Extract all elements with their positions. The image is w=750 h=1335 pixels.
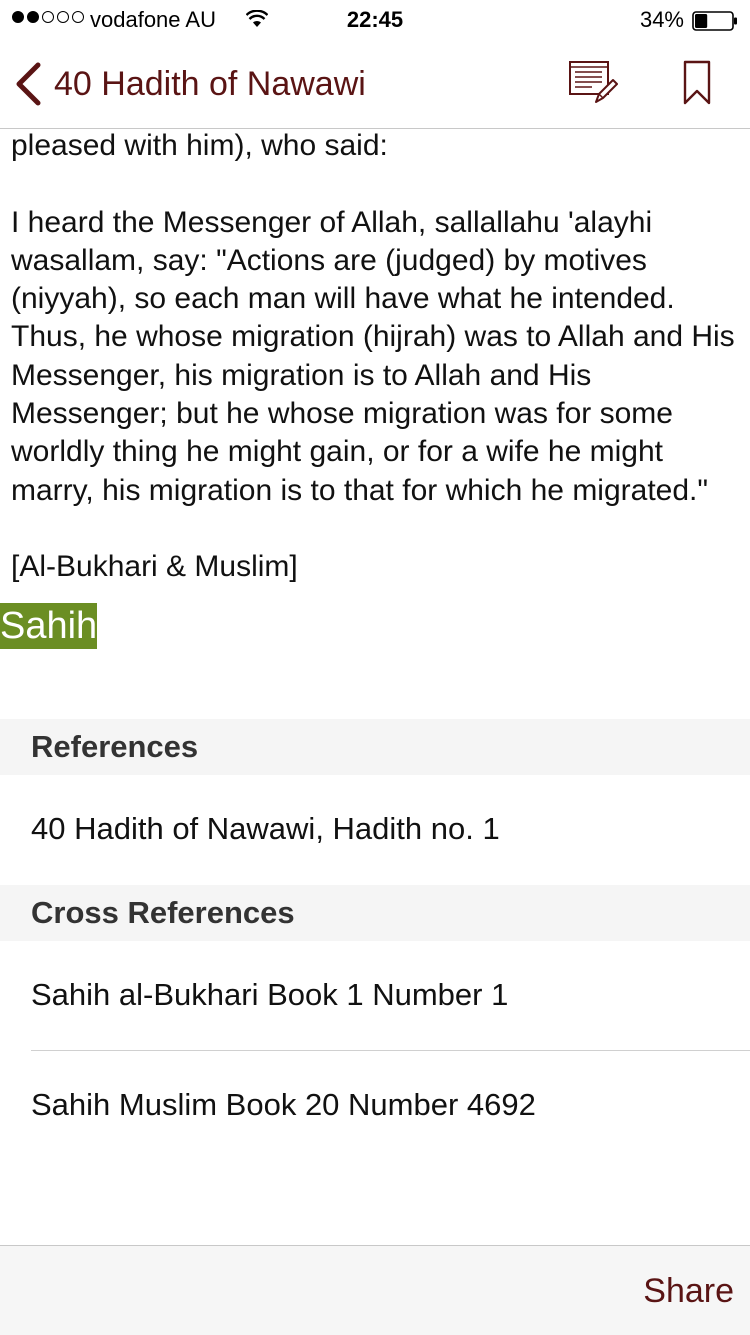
grade-badge: Sahih (0, 604, 98, 647)
cross-reference-row[interactable] (0, 941, 750, 1051)
cross-references-header-label: Cross References (31, 895, 295, 930)
cross-references-header (0, 885, 750, 941)
navigation-bar (0, 40, 750, 129)
reference-label: 40 Hadith of Nawawi, Hadith no. 1 (31, 811, 500, 846)
carrier-name: vodafone AU (90, 7, 216, 32)
chevron-left-icon (14, 62, 42, 106)
notes-icon[interactable] (566, 58, 618, 108)
battery-percent: 34% (639, 7, 684, 32)
references-header (0, 719, 750, 775)
status-time: 22:45 (346, 7, 404, 32)
bookmark-icon[interactable] (682, 60, 712, 106)
battery-icon (692, 11, 738, 31)
bottom-toolbar (0, 1245, 750, 1335)
status-bar (0, 0, 750, 40)
cross-reference-row[interactable] (0, 1051, 750, 1161)
hadith-text: pleased with him), who said: I heard the Messenger of Allah, sallallahu 'alayhi wasallam, say: "Actions are (judged) by motives (niyyah), so each man will have what he intended. Thus, he whose migration (hijrah) was to Allah and His Messenger, his migration is to Allah and His Messenger; but he whose migration was for some worldly thing he might gain, or for a wife he might marry, his migration is to that for which he migrated." [Al-Bukhari & Muslim] (11, 129, 735, 584)
back-button-label: 40 Hadith of Nawawi (54, 64, 366, 103)
references-header-label: References (31, 729, 199, 764)
share-button[interactable]: Share (643, 1272, 734, 1310)
hadith-content (0, 129, 750, 649)
cross-reference-label: Sahih al-Bukhari Book 1 Number 1 (31, 977, 509, 1012)
back-button[interactable] (14, 60, 366, 108)
reference-row[interactable] (0, 775, 750, 885)
cross-reference-label: Sahih Muslim Book 20 Number 4692 (31, 1087, 536, 1122)
